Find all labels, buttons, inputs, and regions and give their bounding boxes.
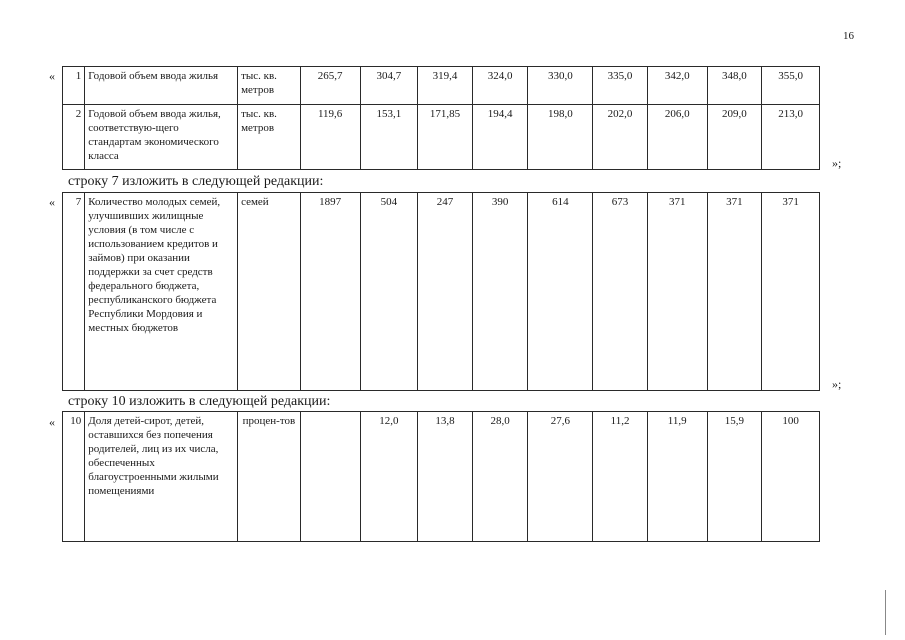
- row-number: 2: [63, 105, 85, 170]
- value-cell: 304,7: [360, 67, 418, 105]
- close-quote-table2: »;: [832, 377, 842, 391]
- table-row: [63, 67, 820, 105]
- value-cell: 371: [647, 193, 707, 391]
- indicator-name: Доля детей-сирот, детей, оставшихся без попечения родителей, лиц из их числа, обеспеченных благоустроенными жилыми помещениями: [85, 412, 238, 542]
- value-cell: 330,0: [528, 67, 593, 105]
- value-cell: 194,4: [472, 105, 528, 170]
- value-cell: 119,6: [300, 105, 360, 170]
- row-number: 7: [63, 193, 85, 391]
- unit: тыс. кв. метров: [238, 105, 301, 170]
- page-number: 16: [843, 30, 854, 42]
- value-cell: 198,0: [528, 105, 593, 170]
- value-cell: 348,0: [707, 67, 762, 105]
- value-cell: 12,0: [360, 412, 418, 542]
- value-cell: 100: [762, 412, 820, 542]
- value-cell: 153,1: [360, 105, 418, 170]
- value-cell: 202,0: [593, 105, 648, 170]
- table-row: [63, 105, 820, 170]
- value-cell: 27,6: [528, 412, 593, 542]
- value-cell: 11,9: [647, 412, 707, 542]
- value-cell: 1897: [300, 193, 360, 391]
- value-cell: 371: [707, 193, 762, 391]
- value-cell: 247: [418, 193, 473, 391]
- unit: тыс. кв. метров: [238, 67, 301, 105]
- value-cell: 213,0: [762, 105, 820, 170]
- row-number: 1: [63, 67, 85, 105]
- value-cell: 209,0: [707, 105, 762, 170]
- table-row: [63, 193, 820, 391]
- unit: процен-тов: [238, 412, 301, 542]
- value-cell: 319,4: [418, 67, 473, 105]
- value-cell: 28,0: [472, 412, 528, 542]
- close-quote-table1: »;: [832, 156, 842, 170]
- value-cell: 390: [472, 193, 528, 391]
- unit: семей: [238, 193, 301, 391]
- table-row: [63, 412, 820, 542]
- scan-edge-line: [885, 590, 886, 635]
- value-cell: 206,0: [647, 105, 707, 170]
- open-quote-table1: «: [49, 69, 55, 83]
- value-cell: 15,9: [707, 412, 762, 542]
- value-cell: 342,0: [647, 67, 707, 105]
- indicator-name: Годовой объем ввода жилья, соответствую-щего стандартам экономического класса: [85, 105, 238, 170]
- value-cell: [300, 412, 360, 542]
- indicators-table-2: [62, 192, 820, 391]
- value-cell: 265,7: [300, 67, 360, 105]
- indicators-table-1: [62, 66, 820, 170]
- value-cell: 171,85: [418, 105, 473, 170]
- indicator-name: Количество молодых семей, улучшивших жилищные условия (в том числе с использованием кредитов и займов) при оказании поддержки за счет средств федерального бюджета, республиканского бюджета Республики Мордовия и местных бюджетов: [85, 193, 238, 391]
- indicators-table-3: [62, 411, 820, 542]
- open-quote-table3: «: [49, 415, 55, 429]
- value-cell: 335,0: [593, 67, 648, 105]
- value-cell: 371: [762, 193, 820, 391]
- value-cell: 11,2: [593, 412, 648, 542]
- value-cell: 673: [593, 193, 648, 391]
- value-cell: 504: [360, 193, 418, 391]
- caption-row-10: строку 10 изложить в следующей редакции:: [68, 394, 331, 409]
- row-number: 10: [63, 412, 85, 542]
- value-cell: 324,0: [472, 67, 528, 105]
- caption-row-7: строку 7 изложить в следующей редакции:: [68, 174, 324, 189]
- value-cell: 614: [528, 193, 593, 391]
- open-quote-table2: «: [49, 195, 55, 209]
- indicator-name: Годовой объем ввода жилья: [85, 67, 238, 105]
- value-cell: 355,0: [762, 67, 820, 105]
- value-cell: 13,8: [418, 412, 473, 542]
